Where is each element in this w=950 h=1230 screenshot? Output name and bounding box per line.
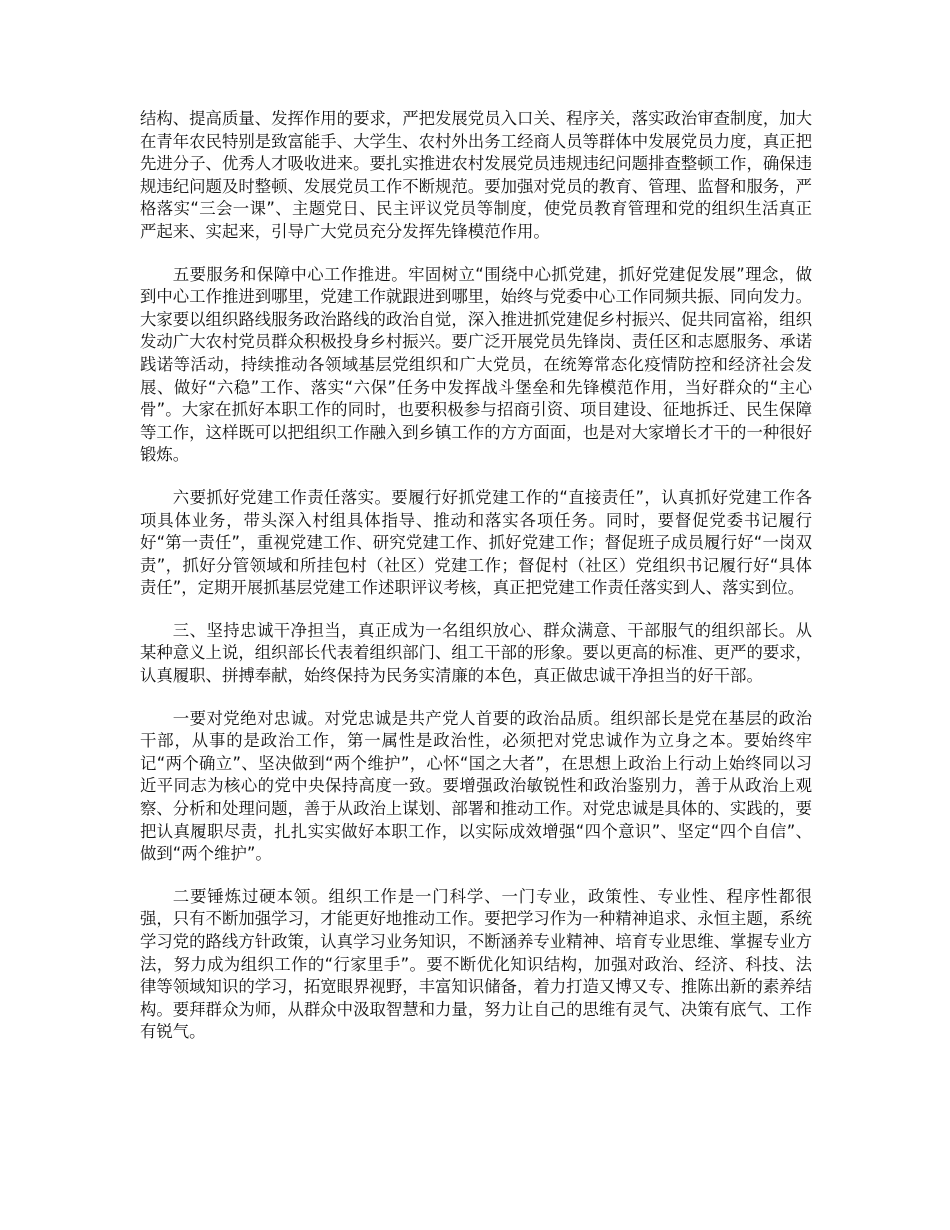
- paragraph-hone-skills: 二要锤炼过硬本领。组织工作是一门科学、一门专业，政策性、专业性、程序性都很强，只有不断加强学习，才能更好地推动工作。要把学习作为一种精神追求、永恒主题，系统学习党的路线方针政策，认真学习业务知识，不断涵养专业精神、培育专业思维、掌握专业方法，努力成为组织工作的“行家里手”。要不断优化知识结构，加强对政治、经济、科技、法律等领域知识的学习，拓宽眼界视野，丰富知识储备，着力打造又博又专、推陈出新的素养结构。要拜群众为师，从群众中汲取智慧和力量，努力让自己的思维有灵气、决策有底气、工作有锐气。: [140, 886, 813, 1042]
- paragraph-section-three-heading: 三、坚持忠诚干净担当，真正成为一名组织放心、群众满意、干部服气的组织部长。从某种意义上说，组织部长代表着组织部门、组工干部的形象。要以更高的标准、更严的要求，认真履职、拼搏奉献，始终保持为民务实清廉的本色，真正做忠诚干净担当的好干部。: [140, 620, 813, 686]
- document-page: [140, 108, 812, 1064]
- paragraph-party-member-development: 结构、提高质量、发挥作用的要求，严把发展党员入口关、程序关，落实政治审查制度，加大在青年农民特别是致富能手、大学生、农村外出务工经商人员等群体中发展党员力度，真正把先进分子、优秀人才吸收进来。要扎实推进农村发展党员违规违纪问题排查整顿工作，确保违规违纪问题及时整顿、发展党员工作不断规范。要加强对党员的教育、管理、监督和服务，严格落实“三会一课”、主题党日、民主评议党员等制度，使党员教育管理和党的组织生活真正严起来、实起来，引导广大党员充分发挥先锋模范作用。: [140, 109, 813, 241]
- paragraph-responsibility-implementation: 六要抓好党建工作责任落实。要履行好抓党建工作的“直接责任”，认真抓好党建工作各项具体业务，带头深入村组具体指导、推动和落实各项任务。同时，要督促党委书记履行好“第一责任”，重视党建工作、研究党建工作、抓好党建工作；督促班子成员履行好“一岗双责”，抓好分管领域和所挂包村（社区）党建工作；督促村（社区）党组织书记履行好“具体责任”，定期开展抓基层党建工作述职评议考核，真正把党建工作责任落实到人、落实到位。: [140, 487, 812, 598]
- paragraph-absolute-loyalty: 一要对党绝对忠诚。对党忠诚是共产党人首要的政治品质。组织部长是党在基层的政治干部，从事的是政治工作，第一属性是政治性，必须把对党忠诚作为立身之本。要始终牢记“两个确立”、坚决做到“两个维护”，心怀“国之大者”，在思想上政治上行动上始终同以习近平同志为核心的党中央保持高度一致。要增强政治敏锐性和政治鉴别力，善于从政治上观察、分析和处理问题，善于从政治上谋划、部署和推动工作。对党忠诚是具体的、实践的，要把认真履职尽责，扎扎实实做好本职工作，以实际成效增强“四个意识”、坚定“四个自信”、做到“两个维护”。: [140, 708, 813, 864]
- paragraph-serve-central-work: 五要服务和保障中心工作推进。牢固树立“围绕中心抓党建，抓好党建促发展”理念，做到中心工作推进到哪里，党建工作就跟进到哪里，始终与党委中心工作同频共振、同向发力。大家要以组织路线服务政治路线的政治自觉，深入推进抓党建促乡村振兴、促共同富裕，组织发动广大农村党员群众积极投身乡村振兴。要广泛开展党员先锋岗、责任区和志愿服务、承诺践诺等活动，持续推动各领域基层党组织和广大党员，在统筹常态化疫情防控和经济社会发展、做好“六稳”工作、落实“六保”任务中发挥战斗堡垒和先锋模范作用，当好群众的“主心骨”。大家在抓好本职工作的同时，也要积极参与招商引资、项目建设、征地拆迁、民生保障等工作，这样既可以把组织工作融入到乡镇工作的方方面面，也是对大家增长才干的一种很好锻炼。: [140, 264, 813, 465]
